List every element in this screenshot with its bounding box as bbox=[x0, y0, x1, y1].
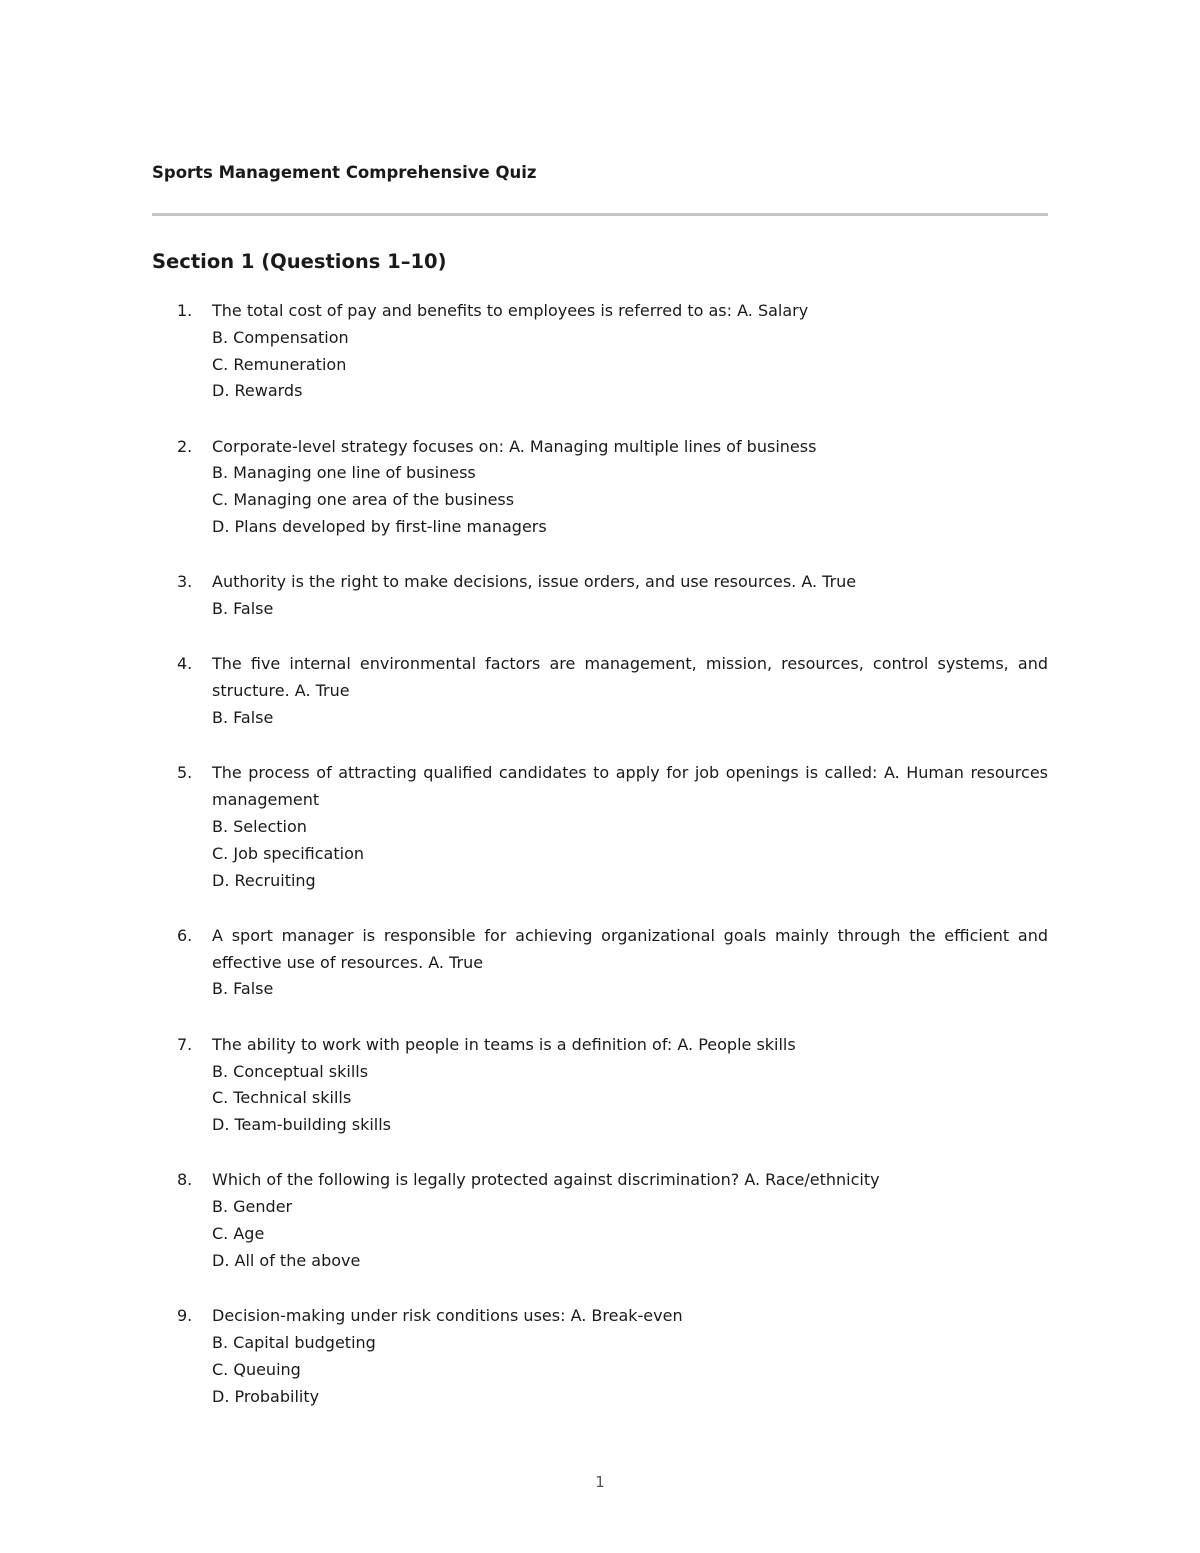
question-number: 8. bbox=[177, 1170, 193, 1190]
question-item bbox=[152, 651, 1048, 731]
question-item bbox=[152, 434, 1048, 541]
question-item bbox=[152, 298, 1048, 405]
answer-option: B. False bbox=[212, 979, 274, 999]
question-text: The process of attracting qualified candidates to apply for job openings is called: A. Human resources management bbox=[212, 763, 1048, 810]
question-number: 2. bbox=[177, 436, 193, 456]
section-heading: Section 1 (Questions 1–10) bbox=[152, 250, 447, 273]
answer-option: B. Managing one line of business bbox=[212, 463, 476, 483]
question-number: 7. bbox=[177, 1034, 193, 1054]
answer-option: D. Recruiting bbox=[212, 870, 316, 890]
answer-option: C. Technical skills bbox=[212, 1088, 352, 1108]
answer-option: B. False bbox=[212, 708, 274, 728]
answer-option: D. Team-building skills bbox=[212, 1115, 391, 1135]
question-text: The ability to work with people in teams is a definition of: A. People skills bbox=[212, 1034, 796, 1054]
question-text: Which of the following is legally protected against discrimination? A. Race/ethnicity bbox=[212, 1170, 880, 1190]
title-divider bbox=[152, 213, 1048, 216]
answer-option: D. Probability bbox=[212, 1386, 320, 1406]
answer-option: C. Age bbox=[212, 1224, 265, 1244]
question-number: 6. bbox=[177, 925, 193, 945]
question-number: 4. bbox=[177, 654, 193, 674]
answer-option: B. Compensation bbox=[212, 327, 349, 347]
answer-option: C. Queuing bbox=[212, 1359, 301, 1379]
question-item bbox=[152, 1167, 1048, 1274]
question-item bbox=[152, 760, 1048, 894]
question-text: Authority is the right to make decisions, issue orders, and use resources. A. True bbox=[212, 572, 857, 592]
answer-option: D. Rewards bbox=[212, 381, 303, 401]
question-list bbox=[152, 298, 1048, 1439]
question-number: 5. bbox=[177, 763, 193, 783]
question-number: 3. bbox=[177, 572, 193, 592]
question-number: 9. bbox=[177, 1306, 193, 1326]
question-item bbox=[152, 569, 1048, 623]
answer-option: B. Capital budgeting bbox=[212, 1332, 376, 1352]
question-item bbox=[152, 923, 1048, 1003]
question-item bbox=[152, 1303, 1048, 1410]
document-title: Sports Management Comprehensive Quiz bbox=[152, 163, 537, 182]
page-number: 1 bbox=[595, 1473, 605, 1491]
answer-option: D. Plans developed by first-line managers bbox=[212, 517, 547, 537]
answer-option: C. Job specification bbox=[212, 843, 364, 863]
question-text: Corporate-level strategy focuses on: A. Managing multiple lines of business bbox=[212, 436, 817, 456]
answer-option: C. Managing one area of the business bbox=[212, 490, 515, 510]
question-number: 1. bbox=[177, 301, 193, 320]
question-item bbox=[152, 1032, 1048, 1139]
question-text: The five internal environmental factors are management, mission, resources, control systems, and structure. A. True bbox=[212, 654, 1048, 701]
answer-option: B. Gender bbox=[212, 1197, 293, 1217]
answer-option: C. Remuneration bbox=[212, 354, 347, 374]
answer-option: B. Selection bbox=[212, 816, 307, 836]
question-text: The total cost of pay and benefits to employees is referred to as: A. Salary bbox=[212, 301, 809, 320]
answer-option: D. All of the above bbox=[212, 1250, 361, 1270]
answer-option: B. Conceptual skills bbox=[212, 1061, 369, 1081]
answer-option: B. False bbox=[212, 599, 274, 619]
question-text: Decision-making under risk conditions uses: A. Break-even bbox=[212, 1306, 683, 1326]
question-text: A sport manager is responsible for achieving organizational goals mainly through the efficient and effective use of resources. A. True bbox=[212, 925, 1048, 972]
